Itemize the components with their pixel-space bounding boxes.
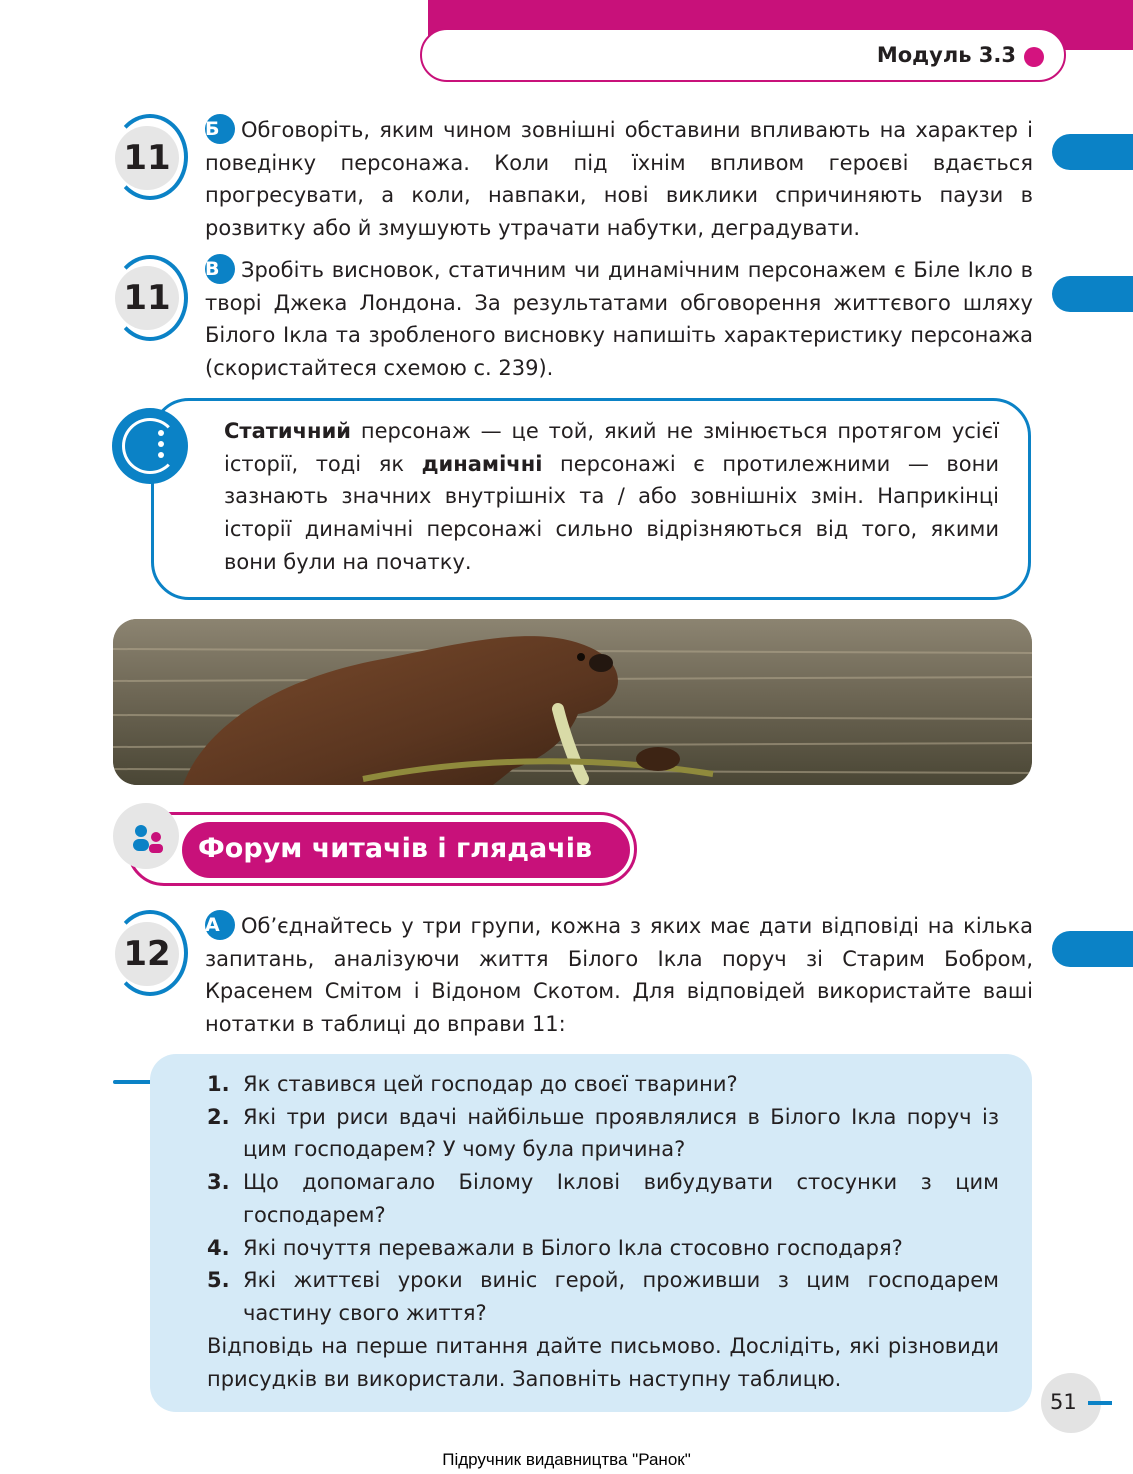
- exercise-12a-text: [205, 910, 1033, 1041]
- term-dynamic: динамічні: [421, 451, 543, 476]
- question-number: 1.: [207, 1072, 230, 1096]
- module-pill: [420, 28, 1066, 82]
- question-number: 2.: [207, 1104, 230, 1129]
- publisher-footer: Підручник видавництва "Ранок": [442, 1450, 691, 1469]
- question-item: [207, 1068, 999, 1101]
- page-number: 51: [1050, 1390, 1077, 1414]
- questions-footer: Відповідь на перше питання дайте письмово. Дослідіть, які різновиди присудків ви використали. Заповніть наступну таблицю.: [207, 1334, 999, 1391]
- question-item: [207, 1101, 999, 1166]
- exercise-12a-body: Об’єднайтесь у три групи, кожна з яких має дати відповіді на кілька запитань, аналізуючи життя Білого Ікла поруч зі Старим Бобром, Красенем Смітом і Відоном Скотом. Для відповідей використайте ваші нотатки в таблиці до вправи 11:: [205, 914, 1033, 1037]
- beaver-illustration: [113, 619, 1032, 785]
- exercise-11b-text: [205, 114, 1033, 245]
- module-label: Модуль 3.3: [876, 43, 1016, 67]
- question-text: Які три риси вдачі найбільше проявлялися в Білого Ікла поруч із цим господарем? У чому була причина?: [243, 1104, 999, 1162]
- question-text: Як ставився цей господар до своєї тварини?: [243, 1072, 738, 1096]
- questions-box: [150, 1054, 1032, 1412]
- question-text: Що допомагало Білому Іклові вибудувати стосунки з цим господарем?: [243, 1170, 999, 1227]
- page-number-tick: [1088, 1401, 1112, 1405]
- questions-list: [207, 1068, 999, 1330]
- exercise-number: 11: [115, 266, 179, 330]
- question-number: 4.: [207, 1235, 230, 1260]
- forum-title: Форум читачів і глядачів: [198, 833, 593, 864]
- question-item: [207, 1166, 999, 1231]
- side-tab-12a: [1052, 931, 1133, 967]
- term-static: Статичний: [224, 419, 351, 443]
- exercise-11b-body: Обговоріть, яким чином зовнішні обставини впливають на характер і поведінку персонажа. Коли під їхнім впливом героєві вдається прогресувати, а коли, навпаки, нові виклики спричиняють паузи в розвитку або й змушують утрачати набутки, деградувати.: [205, 118, 1033, 241]
- side-tab-11v: [1052, 276, 1133, 312]
- exercise-11v-text: [205, 254, 1033, 385]
- question-number: 3.: [207, 1170, 230, 1195]
- exercise-badge: А: [205, 910, 235, 940]
- definition-box: [151, 398, 1031, 600]
- info-icon: [112, 408, 188, 484]
- exercise-11v-body: Зробіть висновок, статичним чи динамічним персонажем є Біле Ікло в творі Джека Лондона. За результатами обговорення життєвого шляху Білого Ікла та зробленого висновку напишіть характеристику персонажа (скористайтеся схемою с. 239).: [205, 258, 1033, 381]
- exercise-number: 12: [115, 922, 179, 986]
- question-item: [207, 1264, 999, 1329]
- question-item: [207, 1232, 999, 1265]
- question-text: Які почуття переважали в Білого Ікла стосовно господаря?: [243, 1235, 903, 1260]
- beaver-photo: [113, 619, 1032, 785]
- exercise-number: 11: [115, 126, 179, 190]
- exercise-badge: Б: [205, 114, 235, 144]
- module-dot-icon: [1024, 47, 1044, 67]
- definition-part-1: персонаж — це той, який не змінюється протягом усієї історії, тоді як: [224, 419, 999, 476]
- side-tab-11b: [1052, 134, 1133, 170]
- forum-people-icon: [113, 803, 179, 869]
- exercise-badge: В: [205, 254, 235, 284]
- forum-banner: [127, 812, 637, 886]
- question-text: Які життєві уроки виніс герой, проживши з цим господарем частину свого життя?: [243, 1268, 999, 1325]
- definition-part-2: персонажі є протилежними — вони зазнають значних внутрішніх та / або зовнішніх змін. Наприкінці історії динамічні персонажі сильно відрізняються від того, якими вони були на початку.: [224, 451, 999, 574]
- definition-text: [224, 415, 999, 579]
- question-number: 5.: [207, 1268, 230, 1293]
